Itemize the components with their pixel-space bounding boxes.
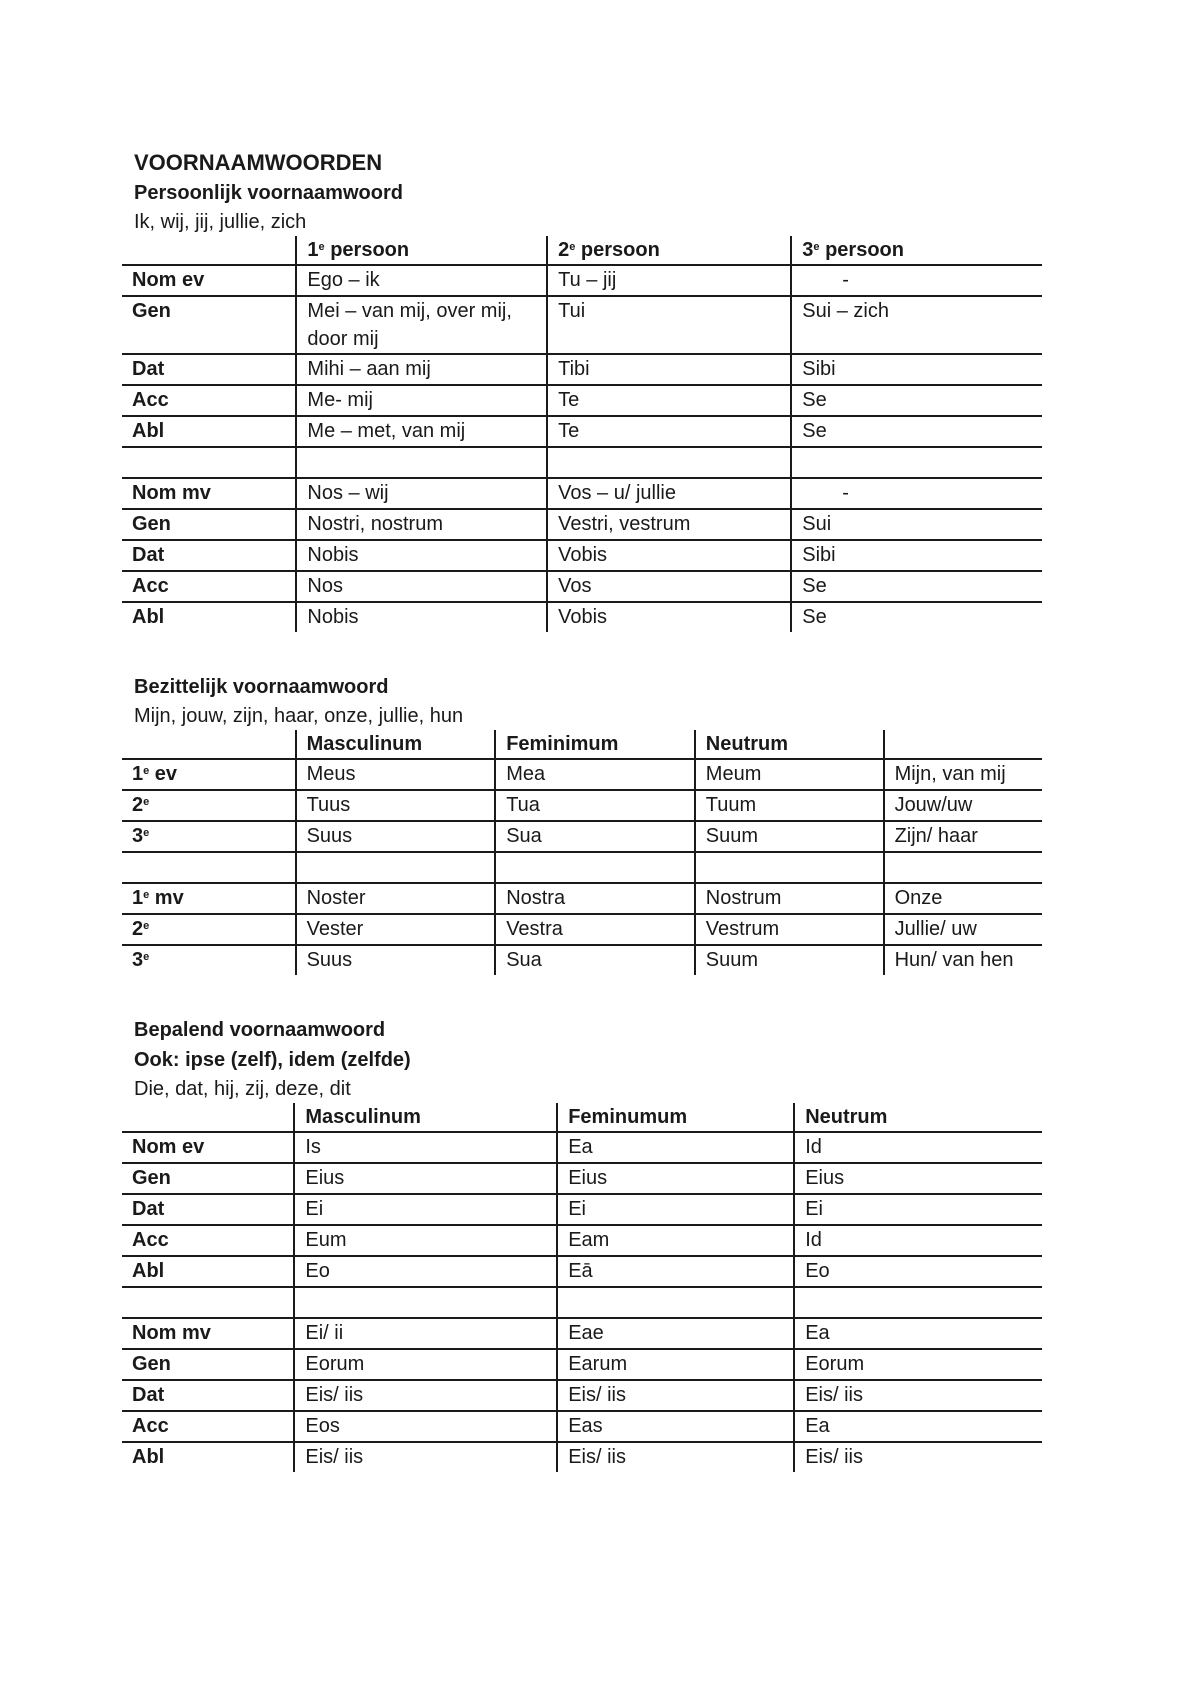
row-label: Nom mv bbox=[122, 1318, 294, 1349]
row-label: Gen bbox=[122, 1349, 294, 1380]
header-cell: Neutrum bbox=[794, 1103, 1042, 1132]
table-row bbox=[122, 1225, 1042, 1256]
header-cell: 2e persoon bbox=[547, 236, 791, 265]
table-row bbox=[122, 296, 1042, 354]
possessive-pronoun-section bbox=[134, 672, 1054, 975]
table-cell: Sui – zich bbox=[791, 296, 1042, 354]
table-cell: Nostrum bbox=[695, 883, 884, 914]
table-cell: Eae bbox=[557, 1318, 794, 1349]
table-row bbox=[122, 416, 1042, 447]
personal-pronoun-section bbox=[134, 178, 1054, 632]
table-row bbox=[122, 1132, 1042, 1163]
table-row bbox=[122, 914, 1042, 945]
row-label: Dat bbox=[122, 354, 296, 385]
table-cell bbox=[794, 1287, 1042, 1318]
table-cell: - bbox=[791, 265, 1042, 296]
table-cell: Se bbox=[791, 385, 1042, 416]
row-label: Acc bbox=[122, 571, 296, 602]
row-label: Gen bbox=[122, 296, 296, 354]
row-label bbox=[122, 1287, 294, 1318]
table-cell: Eis/ iis bbox=[794, 1442, 1042, 1472]
table-cell: Eo bbox=[294, 1256, 557, 1287]
table-cell: Mei – van mij, over mij, door mij bbox=[296, 296, 547, 354]
table-cell: Vos – u/ jullie bbox=[547, 478, 791, 509]
row-label: 3e bbox=[132, 949, 150, 971]
row-label bbox=[122, 447, 296, 478]
table-cell: Eum bbox=[294, 1225, 557, 1256]
table-cell: Meus bbox=[296, 759, 496, 790]
possessive-heading: Bezittelijk voornaamwoord bbox=[134, 676, 389, 698]
row-label: Abl bbox=[132, 606, 165, 628]
header-cell bbox=[122, 236, 296, 265]
table-cell: Eius bbox=[794, 1163, 1042, 1194]
table-row bbox=[122, 883, 1042, 914]
row-label: 1e ev bbox=[122, 759, 296, 790]
table-cell: Vestri, vestrum bbox=[547, 509, 791, 540]
table-header-row bbox=[122, 236, 1042, 265]
table-cell: Eo bbox=[794, 1256, 1042, 1287]
table-cell: Te bbox=[547, 416, 791, 447]
row-label: Dat bbox=[122, 1380, 294, 1411]
table-cell: Eam bbox=[557, 1225, 794, 1256]
table-row bbox=[122, 821, 1042, 852]
row-label: 2e bbox=[122, 790, 296, 821]
table-cell: Ei bbox=[794, 1194, 1042, 1225]
table-cell: Ea bbox=[794, 1318, 1042, 1349]
table-cell bbox=[547, 447, 791, 478]
row-label: Nom ev bbox=[122, 265, 296, 296]
table-cell: Eos bbox=[294, 1411, 557, 1442]
demonstrative-subtitle: Die, dat, hij, zij, deze, dit bbox=[134, 1078, 351, 1100]
table-cell: Is bbox=[294, 1132, 557, 1163]
table-cell: Se bbox=[791, 416, 1042, 447]
table-cell: Vester bbox=[296, 914, 496, 945]
row-label: Abl bbox=[132, 1446, 165, 1468]
table-cell: Se bbox=[791, 571, 1042, 602]
table-cell: Tu – jij bbox=[547, 265, 791, 296]
table-cell: Sua bbox=[495, 945, 695, 975]
header-cell: Masculinum bbox=[294, 1103, 557, 1132]
table-row bbox=[122, 571, 1042, 602]
table-row bbox=[122, 1256, 1042, 1287]
header-cell: Neutrum bbox=[695, 730, 884, 759]
table-cell bbox=[557, 1287, 794, 1318]
table-cell: Eius bbox=[294, 1163, 557, 1194]
row-label: Acc bbox=[122, 1225, 294, 1256]
row-label: Acc bbox=[122, 385, 296, 416]
table-cell: Ei/ ii bbox=[294, 1318, 557, 1349]
table-row bbox=[122, 1287, 1042, 1318]
table-cell: Onze bbox=[884, 883, 1042, 914]
table-cell: Ego – ik bbox=[296, 265, 547, 296]
table-row bbox=[122, 1194, 1042, 1225]
row-label: Abl bbox=[122, 416, 296, 447]
header-cell bbox=[122, 730, 296, 759]
table-cell: Tuum bbox=[695, 790, 884, 821]
table-row bbox=[122, 1318, 1042, 1349]
table-cell: Vos bbox=[547, 571, 791, 602]
table-cell: Tua bbox=[495, 790, 695, 821]
table-row bbox=[122, 478, 1042, 509]
table-header-row bbox=[122, 730, 1042, 759]
table-cell: Suus bbox=[296, 821, 496, 852]
row-label: 1e mv bbox=[122, 883, 296, 914]
table-row bbox=[122, 945, 1042, 975]
table-row bbox=[122, 852, 1042, 883]
row-label: Acc bbox=[122, 1411, 294, 1442]
table-row bbox=[122, 509, 1042, 540]
table-row bbox=[122, 540, 1042, 571]
table-cell: - bbox=[791, 478, 1042, 509]
table-cell: Tibi bbox=[547, 354, 791, 385]
table-cell: Eorum bbox=[794, 1349, 1042, 1380]
row-label: Dat bbox=[122, 540, 296, 571]
header-cell: Feminumum bbox=[557, 1103, 794, 1132]
table-row bbox=[122, 1411, 1042, 1442]
row-label: 3e bbox=[122, 821, 296, 852]
table-cell: Sui bbox=[791, 509, 1042, 540]
header-cell: 3e persoon bbox=[791, 236, 1042, 265]
personal-subtitle: Ik, wij, jij, jullie, zich bbox=[134, 211, 307, 233]
table-cell bbox=[695, 852, 884, 883]
table-cell: Noster bbox=[296, 883, 496, 914]
table-cell: Id bbox=[794, 1225, 1042, 1256]
table-cell: Eius bbox=[557, 1163, 794, 1194]
table-row bbox=[122, 790, 1042, 821]
table-cell: Hun/ van hen bbox=[884, 945, 1042, 975]
table-cell bbox=[296, 447, 547, 478]
table-row bbox=[122, 602, 1042, 632]
table-cell: Eis/ iis bbox=[557, 1442, 794, 1472]
table-cell: Ei bbox=[294, 1194, 557, 1225]
row-label: Nom ev bbox=[122, 1132, 294, 1163]
table-cell: Eis/ iis bbox=[294, 1442, 557, 1472]
table-cell: Nostri, nostrum bbox=[296, 509, 547, 540]
table-row bbox=[122, 1380, 1042, 1411]
personal-heading: Persoonlijk voornaamwoord bbox=[134, 182, 403, 204]
table-row bbox=[122, 759, 1042, 790]
row-label bbox=[122, 852, 296, 883]
table-row bbox=[122, 265, 1042, 296]
table-cell: Vestrum bbox=[695, 914, 884, 945]
table-cell: Eas bbox=[557, 1411, 794, 1442]
table-cell: Suum bbox=[695, 945, 884, 975]
table-cell: Nobis bbox=[296, 540, 547, 571]
table-cell: Zijn/ haar bbox=[884, 821, 1042, 852]
table-cell: Tuus bbox=[296, 790, 496, 821]
possessive-subtitle: Mijn, jouw, zijn, haar, onze, jullie, hun bbox=[134, 705, 464, 727]
table-cell: Eorum bbox=[294, 1349, 557, 1380]
table-cell: Nos bbox=[296, 571, 547, 602]
table-cell: Vobis bbox=[547, 602, 791, 632]
table-row bbox=[122, 1442, 1042, 1472]
table-cell: Eis/ iis bbox=[557, 1380, 794, 1411]
table-cell: Me- mij bbox=[296, 385, 547, 416]
table-cell: Ea bbox=[794, 1411, 1042, 1442]
table-cell bbox=[296, 852, 496, 883]
table-row bbox=[122, 1349, 1042, 1380]
row-label: 2e bbox=[122, 914, 296, 945]
row-label: Gen bbox=[122, 1163, 294, 1194]
table-cell: Suum bbox=[695, 821, 884, 852]
table-cell: Jouw/uw bbox=[884, 790, 1042, 821]
table-cell: Sibi bbox=[791, 540, 1042, 571]
table-cell: Me – met, van mij bbox=[296, 416, 547, 447]
header-cell: Feminimum bbox=[495, 730, 695, 759]
table-cell: Nos – wij bbox=[296, 478, 547, 509]
table-cell: Mihi – aan mij bbox=[296, 354, 547, 385]
table-cell: Mea bbox=[495, 759, 695, 790]
table-cell bbox=[884, 852, 1042, 883]
table-cell: Jullie/ uw bbox=[884, 914, 1042, 945]
table-header-row bbox=[122, 1103, 1042, 1132]
demonstrative-heading-2: Ook: ipse (zelf), idem (zelfde) bbox=[134, 1049, 411, 1071]
table-row bbox=[122, 354, 1042, 385]
page-title: VOORNAAMWOORDEN bbox=[134, 150, 383, 175]
demonstrative-heading: Bepalend voornaamwoord bbox=[134, 1019, 386, 1041]
table-cell: Vestra bbox=[495, 914, 695, 945]
header-cell: 1e persoon bbox=[296, 236, 547, 265]
table-cell: Sua bbox=[495, 821, 695, 852]
table-cell: Ea bbox=[557, 1132, 794, 1163]
table-cell: Se bbox=[791, 602, 1042, 632]
table-cell: Suus bbox=[296, 945, 496, 975]
table-cell: Earum bbox=[557, 1349, 794, 1380]
header-cell bbox=[122, 1103, 294, 1132]
row-label: Gen bbox=[122, 509, 296, 540]
table-cell: Tui bbox=[547, 296, 791, 354]
row-label: Dat bbox=[122, 1194, 294, 1225]
table-cell: Eis/ iis bbox=[294, 1380, 557, 1411]
table-cell: Ei bbox=[557, 1194, 794, 1225]
table-cell: Nobis bbox=[296, 602, 547, 632]
table-cell: Te bbox=[547, 385, 791, 416]
table-cell: Nostra bbox=[495, 883, 695, 914]
table-cell: Eā bbox=[557, 1256, 794, 1287]
header-cell bbox=[884, 730, 1042, 759]
header-cell: Masculinum bbox=[296, 730, 496, 759]
document-page bbox=[134, 148, 1054, 1472]
table-cell: Vobis bbox=[547, 540, 791, 571]
table-cell: Sibi bbox=[791, 354, 1042, 385]
demonstrative-pronoun-section bbox=[134, 1015, 1054, 1472]
demonstrative-pronoun-table bbox=[122, 1103, 1042, 1472]
table-cell: Id bbox=[794, 1132, 1042, 1163]
table-cell bbox=[791, 447, 1042, 478]
possessive-pronoun-table bbox=[122, 730, 1042, 975]
table-cell: Eis/ iis bbox=[794, 1380, 1042, 1411]
table-cell bbox=[294, 1287, 557, 1318]
table-cell: Mijn, van mij bbox=[884, 759, 1042, 790]
table-cell bbox=[495, 852, 695, 883]
row-label: Abl bbox=[122, 1256, 294, 1287]
table-cell: Meum bbox=[695, 759, 884, 790]
row-label: Nom mv bbox=[122, 478, 296, 509]
table-row bbox=[122, 447, 1042, 478]
personal-pronoun-table bbox=[122, 236, 1042, 632]
table-row bbox=[122, 385, 1042, 416]
table-row bbox=[122, 1163, 1042, 1194]
